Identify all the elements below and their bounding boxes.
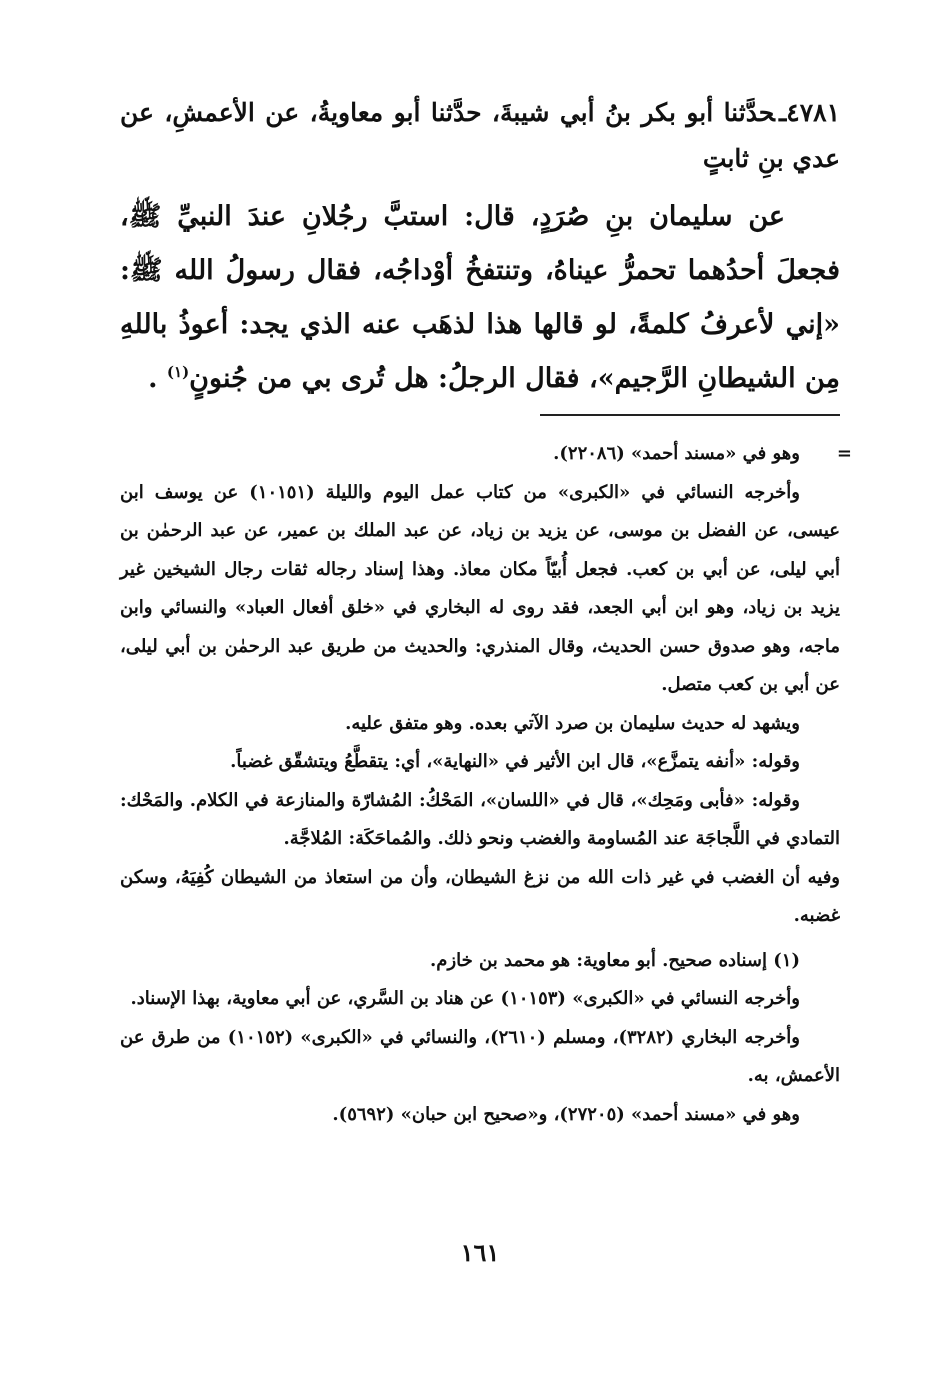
footnote-1-header: (١) إسناده صحيح. أبو معاوية: هو محمد بن خازم. [430, 949, 800, 971]
footnote-1-paragraph: وهو في «مسند أحمد» (٢٧٢٠٥)، و«صحيح ابن حبان» (٥٦٩٢). [332, 1103, 800, 1125]
footnotes-section [120, 435, 852, 1134]
footnote-1-paragraph: وأخرجه البخاري (٣٢٨٢)، ومسلم (٢٦١٠)، والنسائي في «الكبرى» (١٠١٥٢) من طرق عن الأعمش، به. [120, 1026, 840, 1086]
footnote-paragraph: وأخرجه النسائي في «الكبرى» من كتاب عمل اليوم والليلة (١٠١٥١) عن يوسف ابن عيسى، عن الفضل بن موسى، عن يزيد بن زياد، عن عبد الملك بن عمير، عن عبد الرحمٰن بن أبي ليلى، عن أبي بن كعب. فجعل أُبيّاً مكان معاذ. وهذا إسناد رجاله ثقات رجال الشيخين غير يزيد بن زياد، وهو ابن أبي الجعد، فقد روى له البخاري في «خلق أفعال العباد» والنسائي وابن ماجه، وهو صدوق حسن الحديث، وقال المنذري: والحديث من طريق عبد الرحمٰن بن أبي ليلى، عن أبي بن كعب متصل. [120, 481, 840, 695]
footnote-paragraph: وقوله: «فأبى ومَحِك»، قال في «اللسان»، المَحْكُ: المُشارّة والمنازعة في الكلام. والمَحْك: التمادي في اللَّجاجَة عند المُساومة والغضب ونحو ذلك. والمُماحَكَة: المُلاجَّة. [120, 789, 840, 849]
hadith-number: ٤٧٨١ـ [778, 98, 840, 127]
footnote-reference: (١) [166, 363, 190, 381]
page-number: ١٦١ [460, 1238, 500, 1267]
footnote-paragraph: وهو في «مسند أحمد» (٢٢٠٨٦). [553, 443, 800, 464]
footnote-paragraph: وقوله: «أنفه يتمزَّع»، قال ابن الأثير في «النهاية»، أي: يتقطَّعُ ويتشقّق غضباً. [230, 751, 800, 772]
hadith-chain-line [120, 90, 840, 182]
book-page [120, 90, 852, 1350]
footnote-1-paragraph: وأخرجه النسائي في «الكبرى» (١٠١٥٣) عن هناد بن السَّري، عن أبي معاوية، بهذا الإسناد. [130, 988, 800, 1009]
continuation-mark: = [836, 443, 852, 464]
hadith-matn: عن سليمان بنِ صُرَدٍ، قال: استبَّ رجُلانِ عندَ النبيِّ ﷺ، فجعلَ أحدُهما تحمرُّ عيناهُ، وتنتفخُ أوْداجُه، فقال رسولُ الله ﷺ: «إني لأعرفُ كلمةً، لو قالها هذا لذهَب عنه الذي يجد: أعوذُ باللهِ مِن الشيطانِ الرَّجيم»، فقال الرجلُ: هل تُرى بي من جُنونٍ [120, 201, 840, 394]
footnote-paragraph: ويشهد له حديث سليمان بن صرد الآتي بعده. وهو متفق عليه. [345, 712, 800, 734]
hadith-isnad: حدَّثنا أبو بكر بنُ أبي شيبةَ، حدَّثنا أبو معاويةُ، عن الأعمشِ، عن عدي بنِ ثابتٍ [120, 98, 840, 173]
hadith-end-mark: . [148, 363, 158, 394]
hadith-text-block [120, 190, 840, 406]
footnote-paragraph: وفيه أن الغضب في غير ذات الله من نزغ الشيطان، وأن من استعاذ من الشيطان كُفِيَهُ، وسكن غضبه. [120, 866, 840, 926]
footnote-separator [540, 414, 840, 416]
